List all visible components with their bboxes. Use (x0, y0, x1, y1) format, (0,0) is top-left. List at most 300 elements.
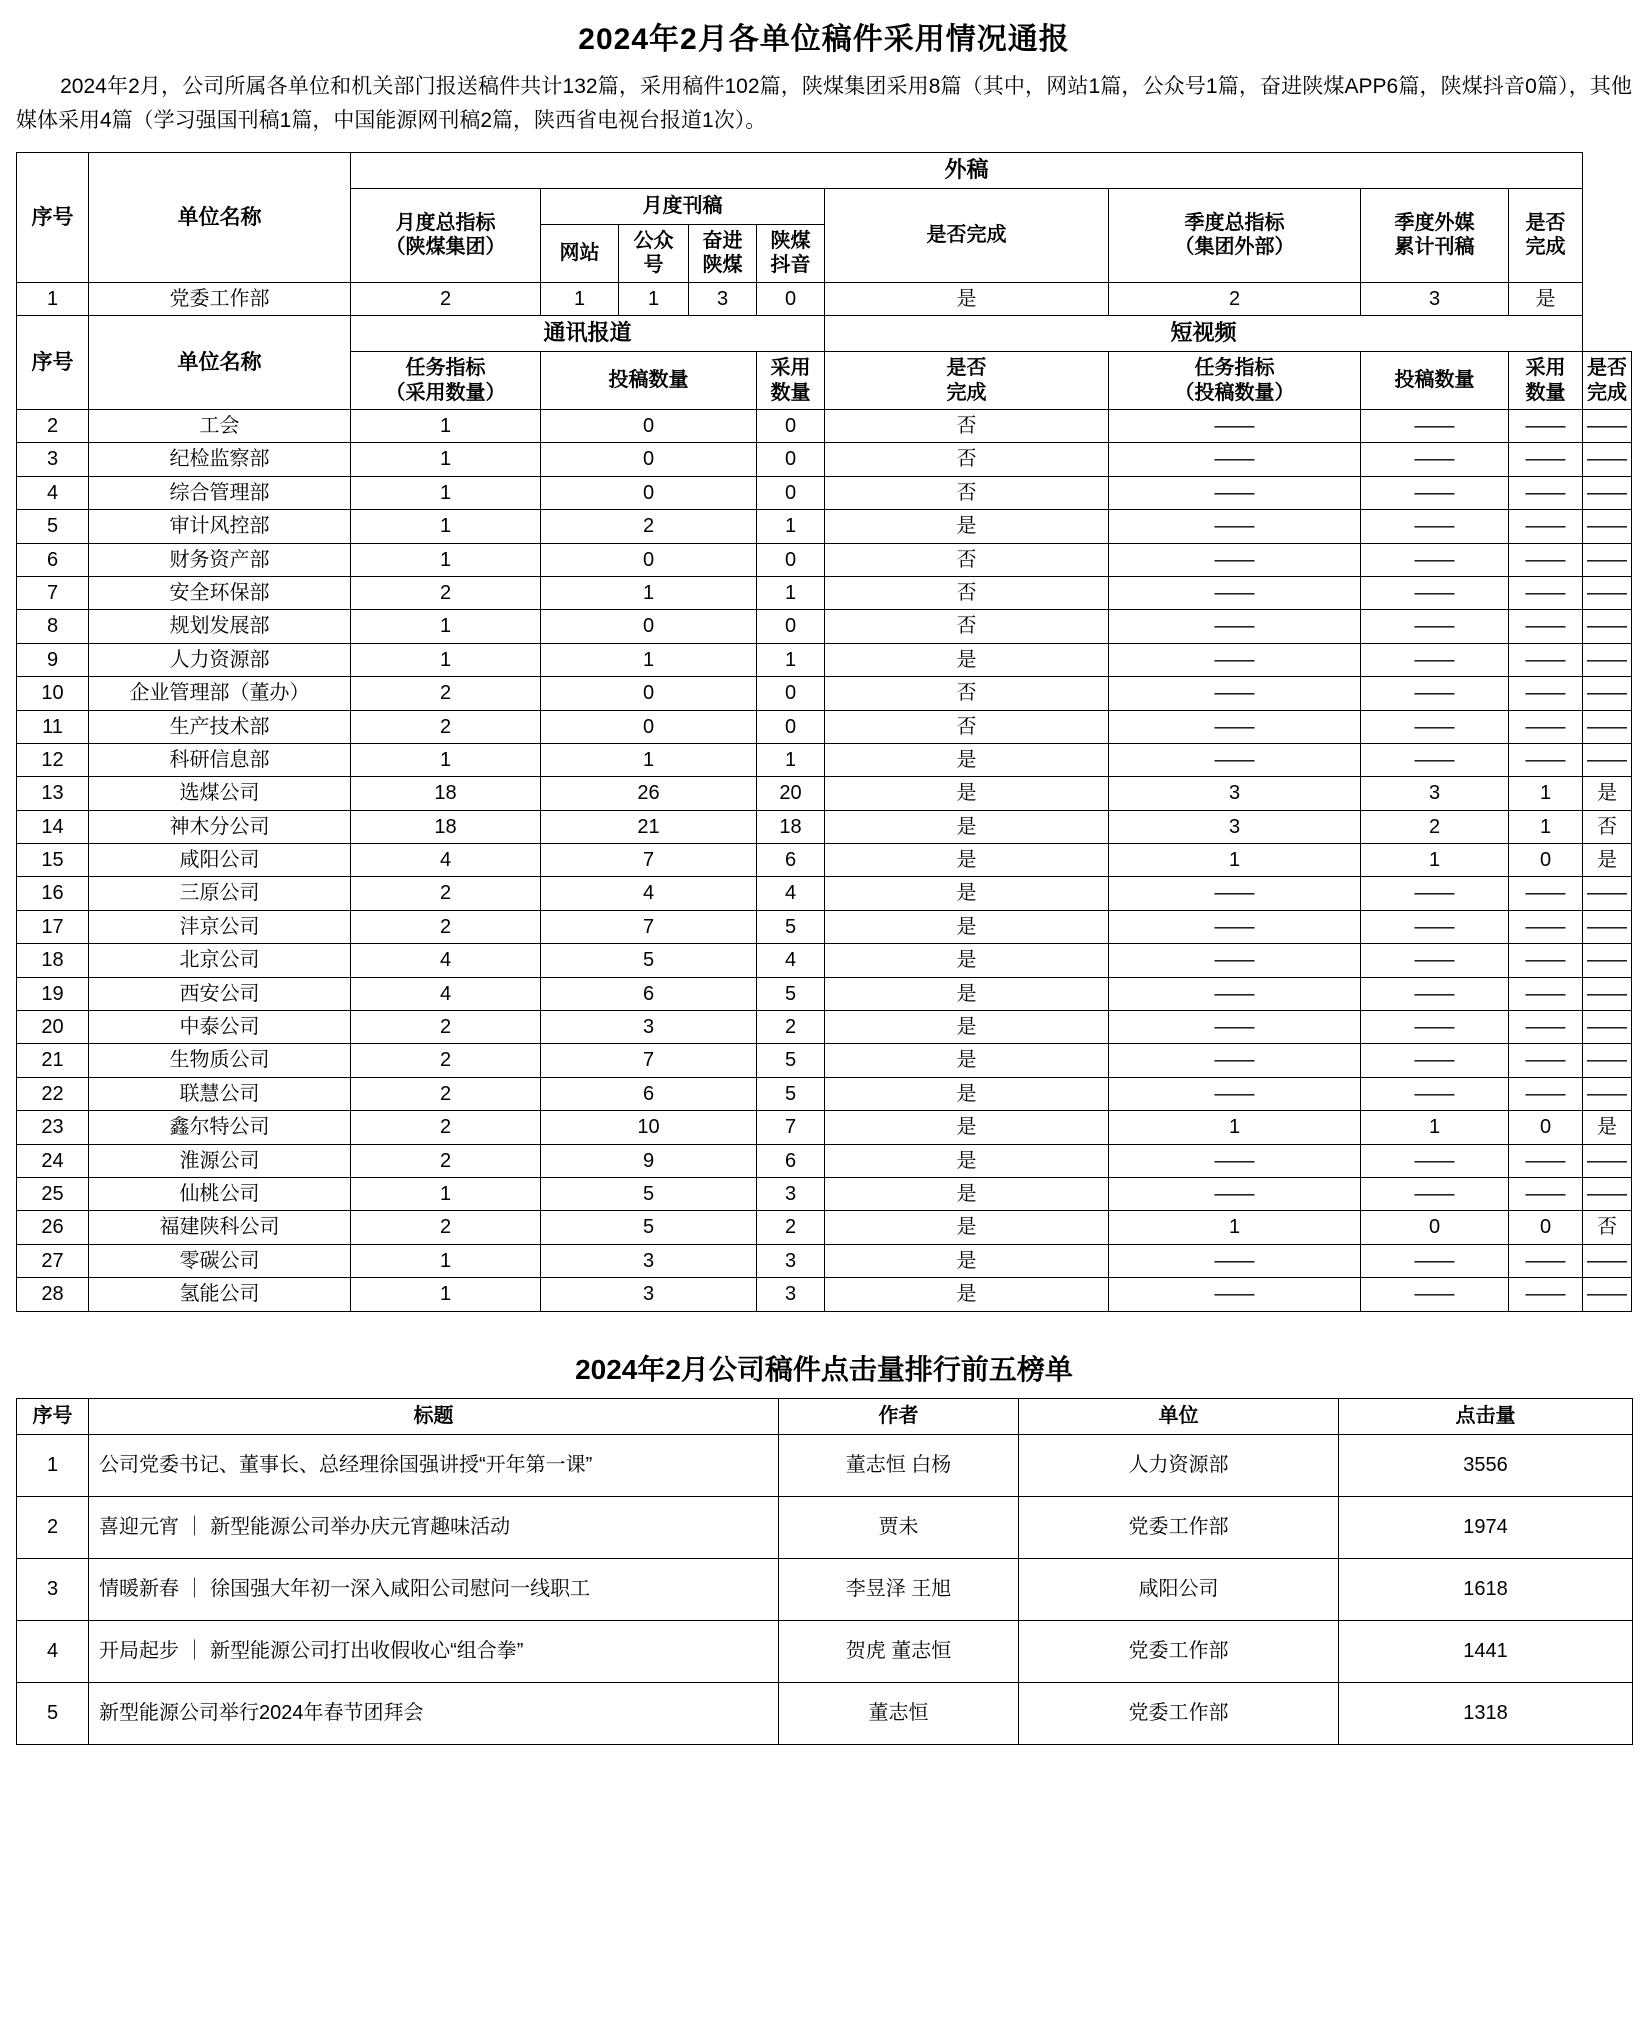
cell-done: 是 (825, 282, 1109, 315)
cell-video-used: —— (1509, 643, 1583, 676)
cell-video-submit: —— (1361, 476, 1509, 509)
cell-unit: 三原公司 (89, 877, 351, 910)
cell-task: 2 (351, 677, 541, 710)
cell-done: 否 (825, 543, 1109, 576)
cell-task: 2 (351, 576, 541, 609)
header-task-target: 任务指标 （采用数量） (351, 352, 541, 410)
cell-used: 5 (757, 977, 825, 1010)
cell-done: 是 (825, 743, 1109, 776)
cell-unit: 规划发展部 (89, 610, 351, 643)
cell-video-task: —— (1109, 1144, 1361, 1177)
cell-done: 是 (825, 1044, 1109, 1077)
cell-video-submit: —— (1361, 1177, 1509, 1210)
cell-video-task: —— (1109, 677, 1361, 710)
cell-video-task: 3 (1109, 810, 1361, 843)
cell-task: 1 (351, 543, 541, 576)
cell-done: 是 (825, 1177, 1109, 1210)
cell-done: 是 (825, 1244, 1109, 1277)
cell-video-submit: —— (1361, 543, 1509, 576)
cell-video-task: —— (1109, 510, 1361, 543)
cell-quarter-total: 2 (1109, 282, 1361, 315)
cell-video-task: 3 (1109, 777, 1361, 810)
cell-submit: 1 (541, 643, 757, 676)
cell-website: 1 (541, 282, 619, 315)
cell-submit: 0 (541, 409, 757, 442)
cell-unit: 安全环保部 (89, 576, 351, 609)
cell-unit: 氢能公司 (89, 1278, 351, 1311)
header-video-done: 是否 完成 (1583, 352, 1632, 410)
cell-video-done: —— (1583, 910, 1632, 943)
cell-rank-unit: 党委工作部 (1019, 1620, 1339, 1682)
cell-done: 否 (825, 677, 1109, 710)
cell-video-used: 0 (1509, 1111, 1583, 1144)
cell-video-done: —— (1583, 677, 1632, 710)
cell-submit: 0 (541, 710, 757, 743)
header-external: 外稿 (351, 153, 1583, 189)
header-done-2: 是否 完成 (825, 352, 1109, 410)
header-rank-clicks: 点击量 (1339, 1398, 1633, 1434)
cell-used: 0 (757, 543, 825, 576)
table-row (17, 677, 1632, 710)
cell-seq: 1 (17, 282, 89, 315)
cell-video-task: —— (1109, 1077, 1361, 1110)
cell-rank-author: 贺虎 董志恒 (779, 1620, 1019, 1682)
cell-task: 2 (351, 1211, 541, 1244)
cell-used: 0 (757, 409, 825, 442)
cell-video-task: —— (1109, 543, 1361, 576)
cell-video-used: —— (1509, 710, 1583, 743)
cell-unit: 生物质公司 (89, 1044, 351, 1077)
cell-video-submit: —— (1361, 1077, 1509, 1110)
table-row (17, 743, 1632, 776)
cell-submit: 3 (541, 1278, 757, 1311)
table-row (17, 844, 1632, 877)
cell-submit: 4 (541, 877, 757, 910)
cell-seq: 18 (17, 944, 89, 977)
table-row (17, 910, 1632, 943)
cell-submit: 2 (541, 510, 757, 543)
cell-video-submit: 2 (1361, 810, 1509, 843)
table-subheader-row-1 (17, 316, 1632, 352)
cell-monthly-total: 2 (351, 282, 541, 315)
cell-seq: 19 (17, 977, 89, 1010)
cell-task: 1 (351, 743, 541, 776)
cell-task: 1 (351, 476, 541, 509)
header-app: 奋进 陕煤 (689, 225, 757, 283)
cell-used: 1 (757, 743, 825, 776)
cell-submit: 0 (541, 476, 757, 509)
cell-quarter-media: 3 (1361, 282, 1509, 315)
cell-rank-seq: 1 (17, 1434, 89, 1496)
cell-done: 是 (825, 1111, 1109, 1144)
header-video-used: 采用 数量 (1509, 352, 1583, 410)
cell-used: 6 (757, 844, 825, 877)
cell-video-submit: —— (1361, 710, 1509, 743)
cell-seq: 4 (17, 476, 89, 509)
cell-unit: 鑫尔特公司 (89, 1111, 351, 1144)
table-row (17, 576, 1632, 609)
cell-rank-clicks: 1974 (1339, 1496, 1633, 1558)
header-shortvideo: 短视频 (825, 316, 1583, 352)
cell-rank-author: 董志恒 白杨 (779, 1434, 1019, 1496)
cell-done: 是 (825, 810, 1109, 843)
header-rank-author: 作者 (779, 1398, 1019, 1434)
cell-video-submit: 1 (1361, 1111, 1509, 1144)
cell-video-task: —— (1109, 877, 1361, 910)
cell-task: 1 (351, 610, 541, 643)
cell-video-task: 1 (1109, 1111, 1361, 1144)
table-row (17, 1244, 1632, 1277)
cell-rank-author: 李昱泽 王旭 (779, 1558, 1019, 1620)
cell-task: 4 (351, 844, 541, 877)
cell-video-submit: —— (1361, 743, 1509, 776)
table-row (17, 810, 1632, 843)
cell-rank-title: 情暖新春 ｜ 徐国强大年初一深入咸阳公司慰问一线职工 (89, 1558, 779, 1620)
cell-unit: 咸阳公司 (89, 844, 351, 877)
cell-done: 是 (825, 1278, 1109, 1311)
cell-unit: 淮源公司 (89, 1144, 351, 1177)
cell-unit: 西安公司 (89, 977, 351, 1010)
cell-task: 4 (351, 977, 541, 1010)
cell-submit: 3 (541, 1011, 757, 1044)
table-row (17, 1144, 1632, 1177)
cell-video-used: —— (1509, 743, 1583, 776)
cell-done: 是 (825, 1011, 1109, 1044)
cell-seq: 2 (17, 409, 89, 442)
cell-video-task: —— (1109, 443, 1361, 476)
cell-task: 2 (351, 1011, 541, 1044)
cell-task: 1 (351, 643, 541, 676)
cell-video-used: 0 (1509, 1211, 1583, 1244)
cell-seq: 10 (17, 677, 89, 710)
cell-rank-clicks: 1618 (1339, 1558, 1633, 1620)
cell-seq: 12 (17, 743, 89, 776)
cell-unit: 中泰公司 (89, 1011, 351, 1044)
table-row (17, 282, 1632, 315)
cell-video-used: —— (1509, 677, 1583, 710)
cell-used: 1 (757, 643, 825, 676)
cell-unit: 仙桃公司 (89, 1177, 351, 1210)
header-video-task: 任务指标 （投稿数量） (1109, 352, 1361, 410)
header-quarter-done: 是否 完成 (1509, 189, 1583, 283)
cell-app: 3 (689, 282, 757, 315)
page-title: 2024年2月各单位稿件采用情况通报 (578, 23, 1070, 56)
cell-video-task: —— (1109, 1044, 1361, 1077)
table-row (17, 643, 1632, 676)
cell-seq: 5 (17, 510, 89, 543)
cell-video-done: —— (1583, 1177, 1632, 1210)
cell-video-done: —— (1583, 1011, 1632, 1044)
bottom-space (0, 1745, 1648, 1775)
cell-video-used: —— (1509, 1144, 1583, 1177)
table-row (17, 1620, 1633, 1682)
cell-unit: 选煤公司 (89, 777, 351, 810)
cell-video-used: —— (1509, 476, 1583, 509)
cell-used: 0 (757, 710, 825, 743)
cell-video-used: —— (1509, 877, 1583, 910)
cell-used: 4 (757, 944, 825, 977)
table-row (17, 1682, 1633, 1744)
cell-done: 否 (825, 576, 1109, 609)
cell-video-submit: —— (1361, 1144, 1509, 1177)
cell-seq: 27 (17, 1244, 89, 1277)
cell-done: 否 (825, 409, 1109, 442)
cell-video-done: —— (1583, 510, 1632, 543)
table-row (17, 1278, 1632, 1311)
cell-video-done: —— (1583, 476, 1632, 509)
cell-seq: 8 (17, 610, 89, 643)
cell-used: 2 (757, 1011, 825, 1044)
table-row (17, 1111, 1632, 1144)
cell-done: 否 (825, 710, 1109, 743)
cell-video-submit: 3 (1361, 777, 1509, 810)
cell-task: 1 (351, 510, 541, 543)
cell-rank-title: 喜迎元宵 ｜ 新型能源公司举办庆元宵趣味活动 (89, 1496, 779, 1558)
header-used-count: 采用 数量 (757, 352, 825, 410)
cell-video-used: —— (1509, 977, 1583, 1010)
cell-video-done: —— (1583, 1077, 1632, 1110)
cell-video-task: —— (1109, 1244, 1361, 1277)
adoption-table (16, 152, 1632, 1312)
cell-video-submit: —— (1361, 944, 1509, 977)
cell-done: 否 (825, 610, 1109, 643)
cell-rank-seq: 4 (17, 1620, 89, 1682)
cell-seq: 17 (17, 910, 89, 943)
cell-video-done: —— (1583, 743, 1632, 776)
cell-task: 1 (351, 443, 541, 476)
cell-video-done: 是 (1583, 1111, 1632, 1144)
cell-submit: 26 (541, 777, 757, 810)
header-rank-seq: 序号 (17, 1398, 89, 1434)
cell-used: 5 (757, 1044, 825, 1077)
cell-rank-unit: 人力资源部 (1019, 1434, 1339, 1496)
cell-used: 0 (757, 443, 825, 476)
cell-task: 2 (351, 710, 541, 743)
cell-rank-author: 贾未 (779, 1496, 1019, 1558)
cell-video-done: —— (1583, 1044, 1632, 1077)
cell-rank-clicks: 1318 (1339, 1682, 1633, 1744)
cell-seq: 20 (17, 1011, 89, 1044)
cell-submit: 9 (541, 1144, 757, 1177)
cell-done: 否 (825, 443, 1109, 476)
cell-seq: 21 (17, 1044, 89, 1077)
cell-video-task: —— (1109, 476, 1361, 509)
header-rank-title: 标题 (89, 1398, 779, 1434)
ranking-table (16, 1398, 1633, 1745)
cell-submit: 6 (541, 977, 757, 1010)
cell-done: 是 (825, 643, 1109, 676)
cell-unit: 财务资产部 (89, 543, 351, 576)
cell-video-submit: —— (1361, 877, 1509, 910)
cell-video-task: 1 (1109, 844, 1361, 877)
cell-rank-seq: 2 (17, 1496, 89, 1558)
cell-video-submit: —— (1361, 1278, 1509, 1311)
cell-submit: 0 (541, 677, 757, 710)
header-quarter-total: 季度总指标 （集团外部） (1109, 189, 1361, 283)
cell-unit: 神木分公司 (89, 810, 351, 843)
cell-rank-seq: 5 (17, 1682, 89, 1744)
cell-submit: 10 (541, 1111, 757, 1144)
cell-unit: 科研信息部 (89, 743, 351, 776)
cell-used: 1 (757, 510, 825, 543)
cell-video-done: —— (1583, 710, 1632, 743)
cell-rank-unit: 党委工作部 (1019, 1682, 1339, 1744)
cell-seq: 11 (17, 710, 89, 743)
header-video-submit: 投稿数量 (1361, 352, 1509, 410)
cell-video-task: —— (1109, 944, 1361, 977)
table-row (17, 1077, 1632, 1110)
cell-video-submit: —— (1361, 610, 1509, 643)
cell-video-used: 0 (1509, 844, 1583, 877)
cell-done: 是 (825, 1144, 1109, 1177)
table-row (17, 1044, 1632, 1077)
cell-video-used: —— (1509, 1278, 1583, 1311)
ranking-header-row (17, 1398, 1633, 1434)
cell-task: 2 (351, 1111, 541, 1144)
cell-quarter-done: 是 (1509, 282, 1583, 315)
cell-seq: 24 (17, 1144, 89, 1177)
cell-video-task: —— (1109, 1177, 1361, 1210)
cell-submit: 1 (541, 743, 757, 776)
cell-used: 5 (757, 1077, 825, 1110)
cell-unit: 工会 (89, 409, 351, 442)
cell-seq: 22 (17, 1077, 89, 1110)
cell-video-used: —— (1509, 1077, 1583, 1110)
cell-rank-unit: 咸阳公司 (1019, 1558, 1339, 1620)
cell-used: 3 (757, 1177, 825, 1210)
cell-video-submit: —— (1361, 643, 1509, 676)
cell-unit: 审计风控部 (89, 510, 351, 543)
cell-unit: 联慧公司 (89, 1077, 351, 1110)
cell-rank-title: 新型能源公司举行2024年春节团拜会 (89, 1682, 779, 1744)
cell-video-used: —— (1509, 910, 1583, 943)
header-done-1: 是否完成 (825, 189, 1109, 283)
cell-video-used: —— (1509, 610, 1583, 643)
cell-done: 是 (825, 1077, 1109, 1110)
cell-unit: 人力资源部 (89, 643, 351, 676)
table-row (17, 710, 1632, 743)
cell-video-submit: —— (1361, 443, 1509, 476)
cell-video-task: —— (1109, 1011, 1361, 1044)
cell-video-task: —— (1109, 576, 1361, 609)
header-official-account: 公众 号 (619, 225, 689, 283)
cell-task: 2 (351, 1077, 541, 1110)
cell-submit: 5 (541, 1211, 757, 1244)
cell-submit: 5 (541, 1177, 757, 1210)
cell-video-done: 是 (1583, 777, 1632, 810)
cell-used: 4 (757, 877, 825, 910)
table-row (17, 1434, 1633, 1496)
cell-rank-seq: 3 (17, 1558, 89, 1620)
cell-douyin: 0 (757, 282, 825, 315)
cell-video-done: —— (1583, 409, 1632, 442)
cell-video-done: —— (1583, 643, 1632, 676)
cell-video-used: —— (1509, 944, 1583, 977)
cell-seq: 7 (17, 576, 89, 609)
cell-seq: 28 (17, 1278, 89, 1311)
cell-rank-author: 董志恒 (779, 1682, 1019, 1744)
table-row (17, 610, 1632, 643)
cell-unit: 福建陕科公司 (89, 1211, 351, 1244)
header-website: 网站 (541, 225, 619, 283)
cell-video-submit: —— (1361, 677, 1509, 710)
cell-video-task: —— (1109, 610, 1361, 643)
cell-task: 4 (351, 944, 541, 977)
header-rank-unit: 单位 (1019, 1398, 1339, 1434)
cell-task: 1 (351, 1177, 541, 1210)
cell-video-submit: —— (1361, 1244, 1509, 1277)
table-row (17, 777, 1632, 810)
cell-video-submit: —— (1361, 409, 1509, 442)
cell-used: 18 (757, 810, 825, 843)
cell-video-done: —— (1583, 543, 1632, 576)
cell-submit: 0 (541, 443, 757, 476)
cell-video-used: —— (1509, 1044, 1583, 1077)
cell-video-task: —— (1109, 643, 1361, 676)
cell-video-done: 是 (1583, 844, 1632, 877)
table-row (17, 944, 1632, 977)
section-gap (0, 1312, 1648, 1338)
header-douyin: 陕煤 抖音 (757, 225, 825, 283)
cell-task: 2 (351, 1044, 541, 1077)
table-row (17, 1496, 1633, 1558)
cell-seq: 26 (17, 1211, 89, 1244)
cell-video-task: —— (1109, 910, 1361, 943)
cell-unit: 综合管理部 (89, 476, 351, 509)
table-row (17, 543, 1632, 576)
cell-video-submit: 1 (1361, 844, 1509, 877)
cell-task: 1 (351, 409, 541, 442)
ranking-title: 2024年2月公司稿件点击量排行前五榜单 (575, 1353, 1073, 1385)
table-row (17, 1558, 1633, 1620)
cell-video-used: —— (1509, 543, 1583, 576)
cell-used: 0 (757, 610, 825, 643)
table-row (17, 1211, 1632, 1244)
cell-used: 3 (757, 1278, 825, 1311)
cell-rank-title: 开局起步 ｜ 新型能源公司打出收假收心“组合拳” (89, 1620, 779, 1682)
cell-submit: 7 (541, 844, 757, 877)
cell-video-submit: —— (1361, 977, 1509, 1010)
cell-video-done: —— (1583, 1278, 1632, 1311)
cell-video-task: —— (1109, 977, 1361, 1010)
table-row (17, 1177, 1632, 1210)
cell-video-used: —— (1509, 576, 1583, 609)
cell-done: 是 (825, 777, 1109, 810)
cell-done: 是 (825, 1211, 1109, 1244)
cell-used: 1 (757, 576, 825, 609)
cell-done: 否 (825, 476, 1109, 509)
cell-unit: 纪检监察部 (89, 443, 351, 476)
cell-used: 0 (757, 677, 825, 710)
cell-video-task: —— (1109, 1278, 1361, 1311)
cell-video-task: —— (1109, 710, 1361, 743)
header-monthly-publish: 月度刊稿 (541, 189, 825, 225)
table-row (17, 510, 1632, 543)
cell-unit: 零碳公司 (89, 1244, 351, 1277)
cell-seq: 15 (17, 844, 89, 877)
table-header-row-1 (17, 153, 1632, 189)
table-row (17, 977, 1632, 1010)
header-seq: 序号 (17, 153, 89, 283)
cell-video-done: 否 (1583, 810, 1632, 843)
cell-video-submit: —— (1361, 1011, 1509, 1044)
cell-seq: 25 (17, 1177, 89, 1210)
header-submit-count: 投稿数量 (541, 352, 757, 410)
header-unit: 单位名称 (89, 153, 351, 283)
cell-video-done: —— (1583, 610, 1632, 643)
cell-video-submit: —— (1361, 510, 1509, 543)
cell-rank-clicks: 3556 (1339, 1434, 1633, 1496)
